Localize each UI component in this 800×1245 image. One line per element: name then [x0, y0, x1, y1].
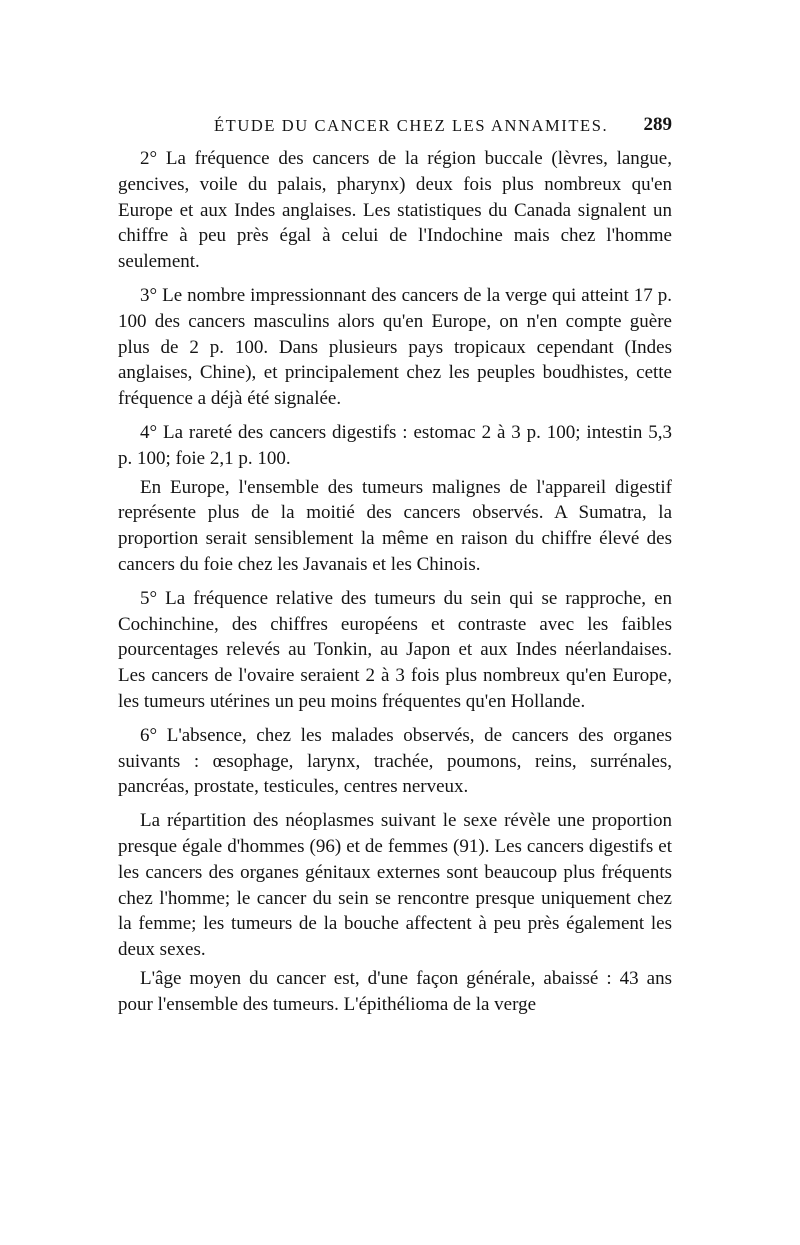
paragraph-breast-tumors: 5° La fréquence relative des tumeurs du sein qui se rapproche, en Cochinchine, des chiffres européens et contraste avec les faibles pourcentages relevés au Tonkin, au Japon et aux Indes néerlandaises. Les cancers de l'ovaire seraient 2 à 3 fois plus nombreux qu'en Europe, les tumeurs utérines un peu moins fréquentes qu'en Hollande. [118, 587, 672, 712]
paragraph-penile-cancers: 3° Le nombre impressionnant des cancers de la verge qui atteint 17 p. 100 des cancers masculins alors qu'en Europe, on n'en compte guère plus de 2 p. 100. Dans plusieurs pays tropicaux cependant (Indes anglaises, Chine), et principalement chez les peuples boudhistes, cette fréquence a déjà été signalée. [118, 284, 672, 410]
paragraph-digestive-rarity: 4° La rareté des cancers digestifs : estomac 2 à 3 p. 100; intestin 5,3 p. 100; foie 2,1 p. 100. [118, 421, 672, 469]
running-head [118, 112, 672, 146]
page-number: 289 [643, 114, 672, 135]
paragraph-sex-distribution: La répartition des néoplasmes suivant le sexe révèle une proportion presque égale d'hommes (96) et de femmes (91). Les cancers digestifs et les cancers des organes génitaux externes sont beaucoup plus fréquents chez l'homme; le cancer du sein se rencontre presque uniquement chez la femme; les tumeurs de la bouche affectent à peu près également les deux sexes. [118, 810, 672, 961]
running-title: ÉTUDE DU CANCER CHEZ LES ANNAMITES. [214, 116, 609, 135]
paragraph-buccal-cancers: 2° La fréquence des cancers de la région buccale (lèvres, langue, gencives, voile du palais, pharynx) deux fois plus nombreux qu'en Europe et aux Indes anglaises. Les statistiques du Canada signalent un chiffre à peu près égal à celui de l'Indochine mais chez l'homme seulement. [118, 148, 672, 273]
paragraph-absent-organs: 6° L'absence, chez les malades observés, de cancers des organes suivants : œsophage, larynx, trachée, poumons, reins, surrénales, pancréas, prostate, testicules, centres nerveux. [118, 724, 672, 798]
page [118, 112, 672, 1026]
paragraph-average-age: L'âge moyen du cancer est, d'une façon générale, abaissé : 43 ans pour l'ensemble des tumeurs. L'épithélioma de la verge [118, 967, 672, 1015]
paragraph-europe-digestive: En Europe, l'ensemble des tumeurs malignes de l'appareil digestif représente plus de la moitié des cancers observés. A Sumatra, la proportion serait sensiblement la même en raison du chiffre élevé des cancers du foie chez les Javanais et les Chinois. [118, 476, 672, 575]
